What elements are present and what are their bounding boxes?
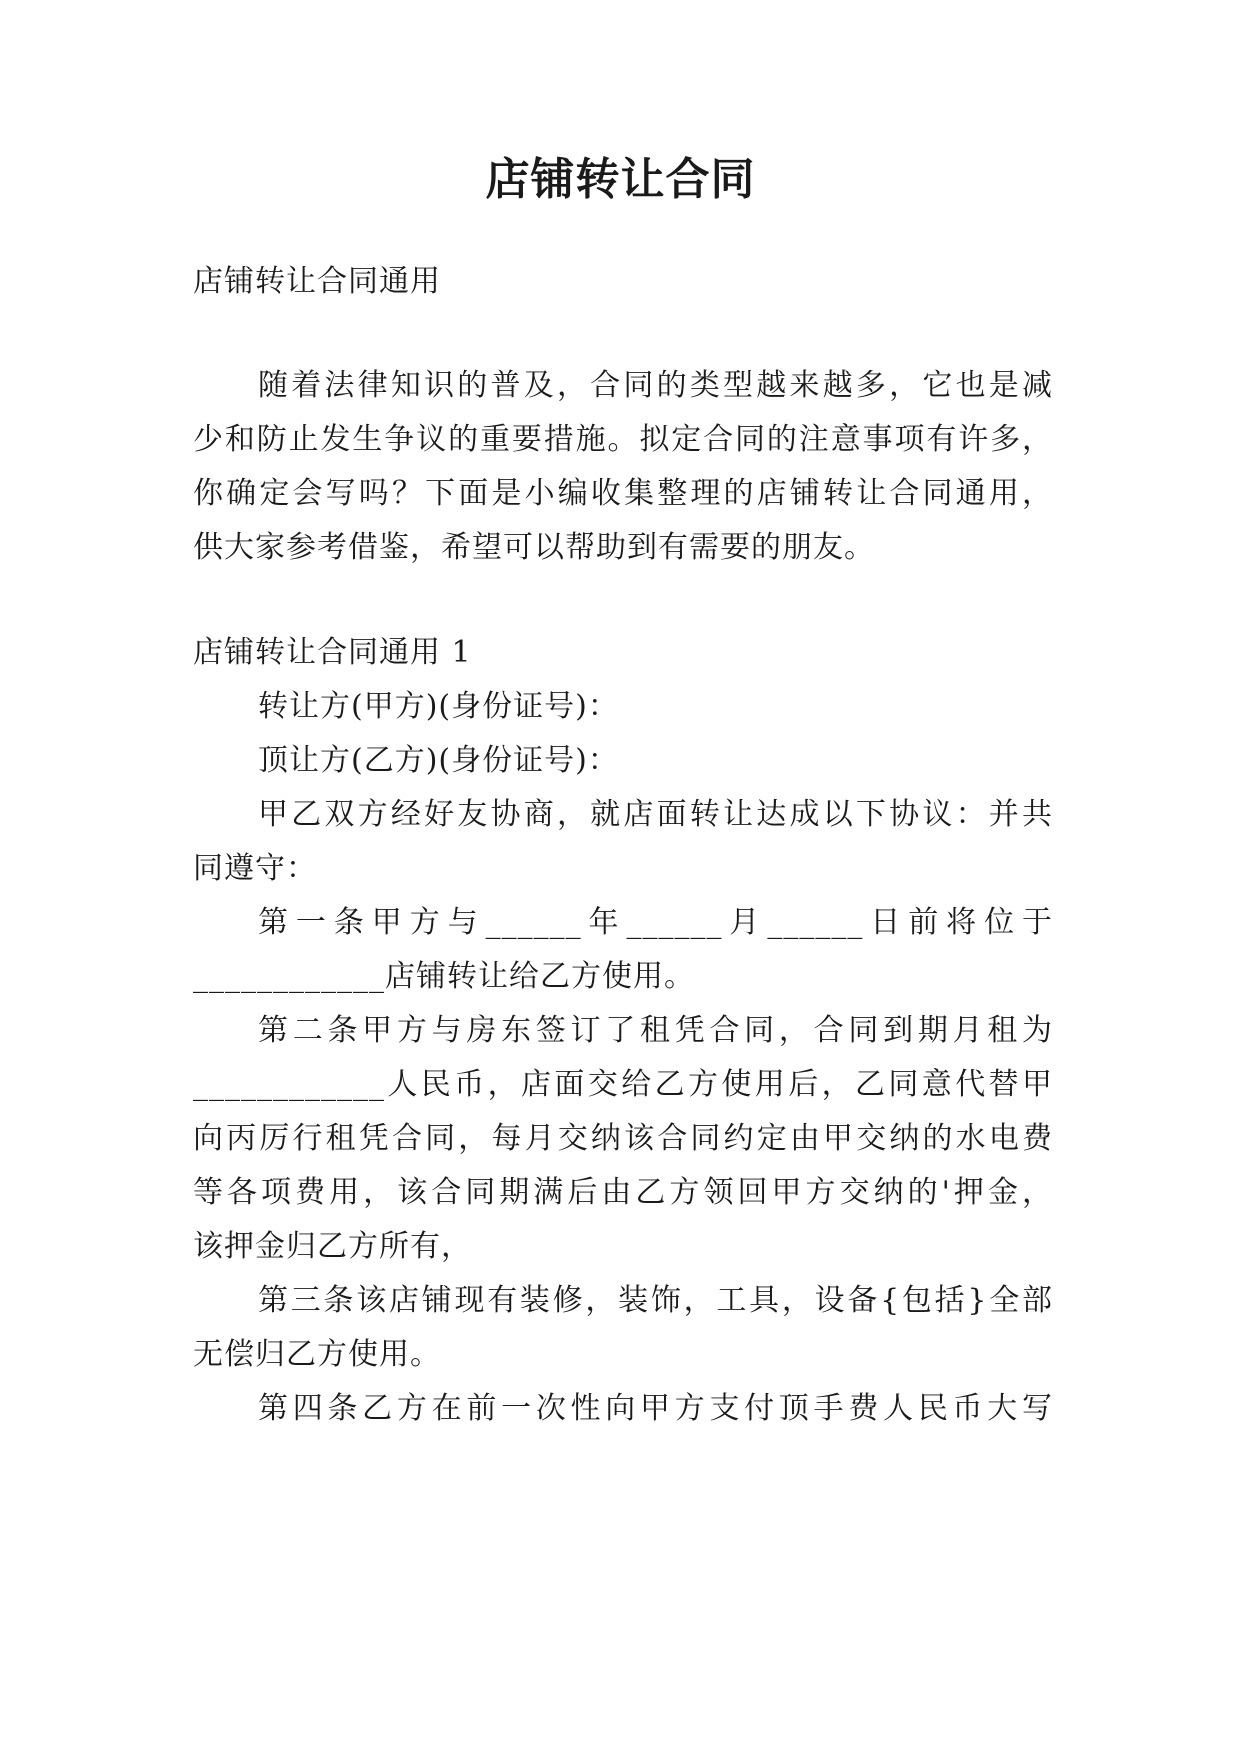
article2-line-5: 该押金归乙方所有， xyxy=(193,1229,472,1264)
party-b-line: 顶让方(乙方)(身份证号)： xyxy=(258,743,619,778)
article2-line-4: 等各项费用，该合同期满后由乙方领回甲方交纳的'押金， xyxy=(193,1175,1053,1210)
article4-line-1: 第四条乙方在前一次性向甲方支付顶手费人民币大写 xyxy=(258,1391,1053,1426)
agreement-line-2: 同遵守： xyxy=(193,851,317,886)
section-heading: 店铺转让合同通用 1 xyxy=(193,635,472,670)
article3-line-2: 无偿归乙方使用。 xyxy=(193,1337,441,1372)
intro-line-4: 供大家参考借鉴，希望可以帮助到有需要的朋友。 xyxy=(193,530,875,565)
intro-line-3: 你确定会写吗？下面是小编收集整理的店铺转让合同通用， xyxy=(193,476,1053,511)
party-a-line: 转让方(甲方)(身份证号)： xyxy=(258,689,619,724)
document-title: 店铺转让合同 xyxy=(485,154,756,205)
article2-line-1: 第二条甲方与房东签订了租凭合同，合同到期月租为 xyxy=(258,1013,1053,1048)
article2-line-2: ____________人民币，店面交给乙方使用后，乙同意代替甲 xyxy=(193,1067,1053,1102)
article1-line-1: 第一条甲方与______年______月______日前将位于 xyxy=(258,905,1053,940)
article3-line-1: 第三条该店铺现有装修，装饰，工具，设备{包括}全部 xyxy=(258,1283,1053,1318)
intro-line-1: 随着法律知识的普及，合同的类型越来越多，它也是减 xyxy=(258,368,1053,403)
article2-line-3: 向丙厉行租凭合同，每月交纳该合同约定由甲交纳的水电费 xyxy=(193,1121,1053,1156)
agreement-line-1: 甲乙双方经好友协商，就店面转让达成以下协议：并共 xyxy=(258,797,1053,832)
article1-line-2: ____________店铺转让给乙方使用。 xyxy=(193,959,695,994)
document-subtitle: 店铺转让合同通用 xyxy=(193,264,441,299)
intro-line-2: 少和防止发生争议的重要措施。拟定合同的注意事项有许多， xyxy=(193,422,1053,457)
